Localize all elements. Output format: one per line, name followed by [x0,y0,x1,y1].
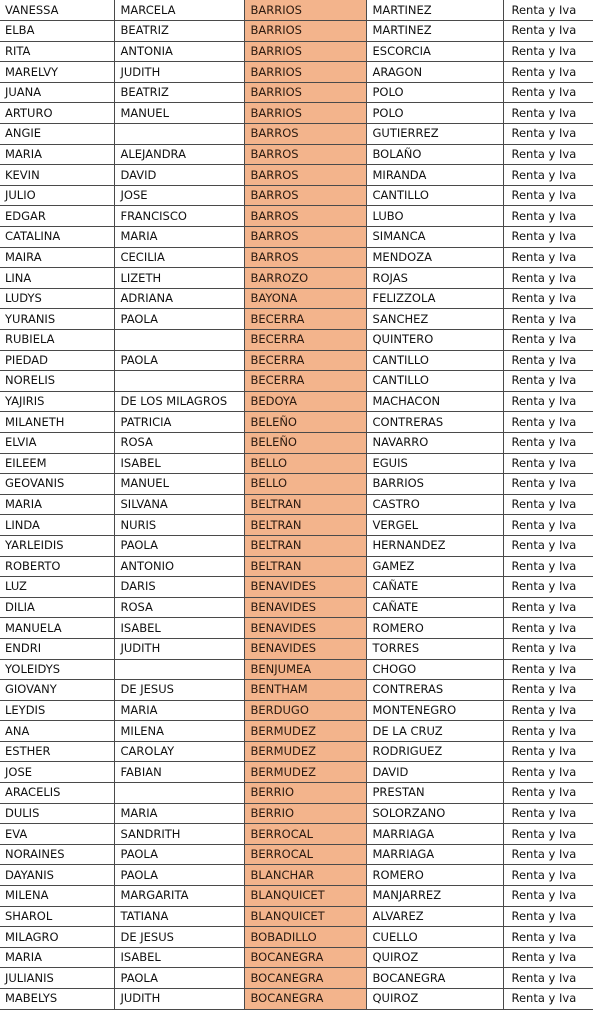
first-name-cell: MANUELA [0,618,114,639]
second-surname-cell: GUTIERREZ [366,124,503,145]
table-row [0,618,593,639]
middle-name-cell: TATIANA [114,906,244,927]
first-surname-cell: BENAVIDES [244,638,366,659]
first-surname-cell: BELTRAN [244,535,366,556]
table-row [0,638,593,659]
first-name-cell: DAYANIS [0,865,114,886]
first-name-cell: ROBERTO [0,556,114,577]
first-name-cell: LINDA [0,515,114,536]
category-cell: Renta y Iva [503,844,593,865]
first-surname-cell: BARROS [244,144,366,165]
table-row [0,989,593,1010]
second-surname-cell: RODRIGUEZ [366,741,503,762]
middle-name-cell: MANUEL [114,474,244,495]
first-name-cell: MILENA [0,886,114,907]
first-name-cell: LEYDIS [0,700,114,721]
first-surname-cell: BECERRA [244,350,366,371]
first-name-cell: YOLEIDYS [0,659,114,680]
second-surname-cell: CAÑATE [366,577,503,598]
category-cell: Renta y Iva [503,309,593,330]
first-name-cell: NORAINES [0,844,114,865]
first-name-cell: YAJIRIS [0,391,114,412]
middle-name-cell: PAOLA [114,309,244,330]
first-surname-cell: BAYONA [244,288,366,309]
table-row [0,391,593,412]
first-name-cell: LUDYS [0,288,114,309]
first-name-cell: JULIANIS [0,968,114,989]
first-name-cell: EDGAR [0,206,114,227]
second-surname-cell: CANTILLO [366,371,503,392]
category-cell: Renta y Iva [503,21,593,42]
table-row [0,865,593,886]
middle-name-cell: LIZETH [114,268,244,289]
middle-name-cell: CECILIA [114,247,244,268]
table-row [0,577,593,598]
middle-name-cell: MARIA [114,700,244,721]
first-name-cell: EILEEM [0,453,114,474]
first-surname-cell: BARROS [244,206,366,227]
category-cell: Renta y Iva [503,783,593,804]
table-row [0,62,593,83]
middle-name-cell: CAROLAY [114,741,244,762]
first-surname-cell: BARROS [244,165,366,186]
category-cell: Renta y Iva [503,906,593,927]
second-surname-cell: ROJAS [366,268,503,289]
middle-name-cell: DAVID [114,165,244,186]
middle-name-cell: PATRICIA [114,412,244,433]
first-name-cell: LINA [0,268,114,289]
first-surname-cell: BENAVIDES [244,577,366,598]
second-surname-cell: MONTENEGRO [366,700,503,721]
first-surname-cell: BELLO [244,474,366,495]
category-cell: Renta y Iva [503,412,593,433]
second-surname-cell: HERNANDEZ [366,535,503,556]
first-name-cell: DULIS [0,803,114,824]
first-name-cell: ELBA [0,21,114,42]
table-row [0,597,593,618]
table-row [0,0,593,21]
first-name-cell: MILAGRO [0,927,114,948]
category-cell: Renta y Iva [503,680,593,701]
first-surname-cell: BLANCHAR [244,865,366,886]
middle-name-cell: DE JESUS [114,680,244,701]
category-cell: Renta y Iva [503,144,593,165]
middle-name-cell: BEATRIZ [114,21,244,42]
second-surname-cell: CANTILLO [366,185,503,206]
middle-name-cell: MARCELA [114,0,244,21]
category-cell: Renta y Iva [503,515,593,536]
second-surname-cell: CASTRO [366,494,503,515]
first-name-cell: MARIA [0,947,114,968]
table-row [0,206,593,227]
first-surname-cell: BARRIOS [244,82,366,103]
category-cell: Renta y Iva [503,206,593,227]
middle-name-cell: ALEJANDRA [114,144,244,165]
category-cell: Renta y Iva [503,0,593,21]
second-surname-cell: POLO [366,82,503,103]
category-cell: Renta y Iva [503,741,593,762]
category-cell: Renta y Iva [503,721,593,742]
category-cell: Renta y Iva [503,577,593,598]
table-row [0,21,593,42]
first-surname-cell: BECERRA [244,330,366,351]
second-surname-cell: ROMERO [366,865,503,886]
middle-name-cell [114,124,244,145]
second-surname-cell: BARRIOS [366,474,503,495]
first-surname-cell: BERMUDEZ [244,762,366,783]
category-cell: Renta y Iva [503,371,593,392]
first-name-cell: ARACELIS [0,783,114,804]
first-surname-cell: BARRIOS [244,62,366,83]
category-cell: Renta y Iva [503,535,593,556]
table-row [0,227,593,248]
first-surname-cell: BARROS [244,185,366,206]
second-surname-cell: SOLORZANO [366,803,503,824]
category-cell: Renta y Iva [503,865,593,886]
first-surname-cell: BARRIOS [244,21,366,42]
first-name-cell: KEVIN [0,165,114,186]
category-cell: Renta y Iva [503,886,593,907]
first-surname-cell: BOBADILLO [244,927,366,948]
category-cell: Renta y Iva [503,124,593,145]
middle-name-cell: MILENA [114,721,244,742]
middle-name-cell: PAOLA [114,535,244,556]
second-surname-cell: POLO [366,103,503,124]
table-row [0,906,593,927]
middle-name-cell: PAOLA [114,968,244,989]
category-cell: Renta y Iva [503,762,593,783]
second-surname-cell: GAMEZ [366,556,503,577]
second-surname-cell: MACHACON [366,391,503,412]
category-cell: Renta y Iva [503,103,593,124]
first-name-cell: NORELIS [0,371,114,392]
first-name-cell: RITA [0,41,114,62]
first-name-cell: EVA [0,824,114,845]
table-row [0,680,593,701]
category-cell: Renta y Iva [503,247,593,268]
category-cell: Renta y Iva [503,165,593,186]
second-surname-cell: MIRANDA [366,165,503,186]
first-name-cell: JULIO [0,185,114,206]
second-surname-cell: CUELLO [366,927,503,948]
first-surname-cell: BELLO [244,453,366,474]
first-name-cell: MARIA [0,494,114,515]
first-name-cell: YARLEIDIS [0,535,114,556]
first-surname-cell: BERRIO [244,803,366,824]
first-surname-cell: BLANQUICET [244,906,366,927]
middle-name-cell: DE LOS MILAGROS [114,391,244,412]
middle-name-cell: BEATRIZ [114,82,244,103]
second-surname-cell: ROMERO [366,618,503,639]
first-name-cell: SHAROL [0,906,114,927]
second-surname-cell: PRESTAN [366,783,503,804]
table-row [0,41,593,62]
table-row [0,494,593,515]
first-surname-cell: BERROCAL [244,824,366,845]
first-name-cell: MAIRA [0,247,114,268]
middle-name-cell: ISABEL [114,618,244,639]
second-surname-cell: DE LA CRUZ [366,721,503,742]
middle-name-cell: JUDITH [114,989,244,1010]
category-cell: Renta y Iva [503,556,593,577]
category-cell: Renta y Iva [503,494,593,515]
first-name-cell: ARTURO [0,103,114,124]
first-name-cell: VANESSA [0,0,114,21]
middle-name-cell: PAOLA [114,844,244,865]
first-name-cell: GIOVANY [0,680,114,701]
first-name-cell: LUZ [0,577,114,598]
first-name-cell: YURANIS [0,309,114,330]
middle-name-cell: DE JESUS [114,927,244,948]
category-cell: Renta y Iva [503,41,593,62]
middle-name-cell: MANUEL [114,103,244,124]
table-row [0,803,593,824]
category-cell: Renta y Iva [503,803,593,824]
second-surname-cell: MANJARREZ [366,886,503,907]
first-surname-cell: BENAVIDES [244,618,366,639]
middle-name-cell [114,330,244,351]
table-row [0,844,593,865]
first-surname-cell: BLANQUICET [244,886,366,907]
first-name-cell: JOSE [0,762,114,783]
first-surname-cell: BENJUMEA [244,659,366,680]
first-surname-cell: BOCANEGRA [244,989,366,1010]
second-surname-cell: CAÑATE [366,597,503,618]
category-cell: Renta y Iva [503,330,593,351]
first-name-cell: CATALINA [0,227,114,248]
first-surname-cell: BARRIOS [244,41,366,62]
first-name-cell: ELVIA [0,432,114,453]
first-surname-cell: BECERRA [244,371,366,392]
second-surname-cell: QUIROZ [366,989,503,1010]
first-surname-cell: BARROS [244,247,366,268]
middle-name-cell: JOSE [114,185,244,206]
first-surname-cell: BERDUGO [244,700,366,721]
middle-name-cell: ISABEL [114,947,244,968]
middle-name-cell: MARGARITA [114,886,244,907]
table-row [0,741,593,762]
second-surname-cell: ESCORCIA [366,41,503,62]
first-surname-cell: BERMUDEZ [244,721,366,742]
first-surname-cell: BENTHAM [244,680,366,701]
table-row [0,762,593,783]
first-surname-cell: BOCANEGRA [244,968,366,989]
table-row [0,659,593,680]
category-cell: Renta y Iva [503,824,593,845]
first-surname-cell: BARROS [244,124,366,145]
middle-name-cell: SANDRITH [114,824,244,845]
middle-name-cell: ISABEL [114,453,244,474]
table-row [0,783,593,804]
category-cell: Renta y Iva [503,432,593,453]
second-surname-cell: MARTINEZ [366,21,503,42]
first-name-cell: PIEDAD [0,350,114,371]
second-surname-cell: MARRIAGA [366,824,503,845]
table-row [0,535,593,556]
middle-name-cell: ROSA [114,597,244,618]
middle-name-cell: DARIS [114,577,244,598]
table-row [0,82,593,103]
table-row [0,103,593,124]
first-surname-cell: BERMUDEZ [244,741,366,762]
first-name-cell: JUANA [0,82,114,103]
table-row [0,721,593,742]
first-name-cell: ANGIE [0,124,114,145]
middle-name-cell [114,659,244,680]
second-surname-cell: ALVAREZ [366,906,503,927]
category-cell: Renta y Iva [503,618,593,639]
middle-name-cell [114,371,244,392]
table-row [0,453,593,474]
first-surname-cell: BELEÑO [244,432,366,453]
table-row [0,556,593,577]
first-surname-cell: BELEÑO [244,412,366,433]
table-row [0,185,593,206]
middle-name-cell: PAOLA [114,350,244,371]
first-surname-cell: BERROCAL [244,844,366,865]
table-row [0,824,593,845]
middle-name-cell: JUDITH [114,62,244,83]
middle-name-cell: SILVANA [114,494,244,515]
first-name-cell: RUBIELA [0,330,114,351]
category-cell: Renta y Iva [503,927,593,948]
category-cell: Renta y Iva [503,700,593,721]
first-name-cell: ESTHER [0,741,114,762]
category-cell: Renta y Iva [503,597,593,618]
category-cell: Renta y Iva [503,62,593,83]
first-surname-cell: BELTRAN [244,515,366,536]
middle-name-cell: MARIA [114,803,244,824]
category-cell: Renta y Iva [503,227,593,248]
first-surname-cell: BECERRA [244,309,366,330]
first-surname-cell: BELTRAN [244,494,366,515]
category-cell: Renta y Iva [503,474,593,495]
category-cell: Renta y Iva [503,268,593,289]
table-row [0,268,593,289]
table-row [0,309,593,330]
table-row [0,700,593,721]
category-cell: Renta y Iva [503,659,593,680]
table-row [0,412,593,433]
table-row [0,165,593,186]
table-row [0,947,593,968]
middle-name-cell: ADRIANA [114,288,244,309]
second-surname-cell: NAVARRO [366,432,503,453]
second-surname-cell: ARAGON [366,62,503,83]
middle-name-cell: JUDITH [114,638,244,659]
first-name-cell: ENDRI [0,638,114,659]
category-cell: Renta y Iva [503,453,593,474]
second-surname-cell: SANCHEZ [366,309,503,330]
first-name-cell: GEOVANIS [0,474,114,495]
middle-name-cell: PAOLA [114,865,244,886]
middle-name-cell [114,783,244,804]
category-cell: Renta y Iva [503,350,593,371]
first-name-cell: MILANETH [0,412,114,433]
second-surname-cell: QUINTERO [366,330,503,351]
table-row [0,432,593,453]
category-cell: Renta y Iva [503,947,593,968]
first-surname-cell: BEDOYA [244,391,366,412]
table-row [0,330,593,351]
category-cell: Renta y Iva [503,82,593,103]
second-surname-cell: BOLAÑO [366,144,503,165]
category-cell: Renta y Iva [503,968,593,989]
second-surname-cell: TORRES [366,638,503,659]
table-row [0,927,593,948]
second-surname-cell: EGUIS [366,453,503,474]
middle-name-cell: ANTONIO [114,556,244,577]
second-surname-cell: CANTILLO [366,350,503,371]
category-cell: Renta y Iva [503,185,593,206]
table-row [0,247,593,268]
table-row [0,350,593,371]
category-cell: Renta y Iva [503,638,593,659]
table-row [0,474,593,495]
first-name-cell: DILIA [0,597,114,618]
category-cell: Renta y Iva [503,288,593,309]
second-surname-cell: MARTINEZ [366,0,503,21]
second-surname-cell: MARRIAGA [366,844,503,865]
middle-name-cell: NURIS [114,515,244,536]
second-surname-cell: QUIROZ [366,947,503,968]
second-surname-cell: VERGEL [366,515,503,536]
first-surname-cell: BENAVIDES [244,597,366,618]
second-surname-cell: CONTRERAS [366,680,503,701]
first-surname-cell: BARROS [244,227,366,248]
first-name-cell: ANA [0,721,114,742]
first-surname-cell: BARROZO [244,268,366,289]
second-surname-cell: CHOGO [366,659,503,680]
second-surname-cell: BOCANEGRA [366,968,503,989]
category-cell: Renta y Iva [503,989,593,1010]
first-surname-cell: BARRIOS [244,103,366,124]
table-row [0,371,593,392]
middle-name-cell: ANTONIA [114,41,244,62]
middle-name-cell: FRANCISCO [114,206,244,227]
first-surname-cell: BELTRAN [244,556,366,577]
table-row [0,288,593,309]
second-surname-cell: DAVID [366,762,503,783]
table-row [0,144,593,165]
middle-name-cell: MARIA [114,227,244,248]
second-surname-cell: CONTRERAS [366,412,503,433]
category-cell: Renta y Iva [503,391,593,412]
middle-name-cell: ROSA [114,432,244,453]
first-surname-cell: BERRIO [244,783,366,804]
second-surname-cell: MENDOZA [366,247,503,268]
second-surname-cell: SIMANCA [366,227,503,248]
table-row [0,968,593,989]
first-name-cell: MARELVY [0,62,114,83]
first-surname-cell: BARRIOS [244,0,366,21]
second-surname-cell: FELIZZOLA [366,288,503,309]
first-surname-cell: BOCANEGRA [244,947,366,968]
first-name-cell: MABELYS [0,989,114,1010]
table-row [0,515,593,536]
middle-name-cell: FABIAN [114,762,244,783]
table-row [0,124,593,145]
first-name-cell: MARIA [0,144,114,165]
table-row [0,886,593,907]
second-surname-cell: LUBO [366,206,503,227]
